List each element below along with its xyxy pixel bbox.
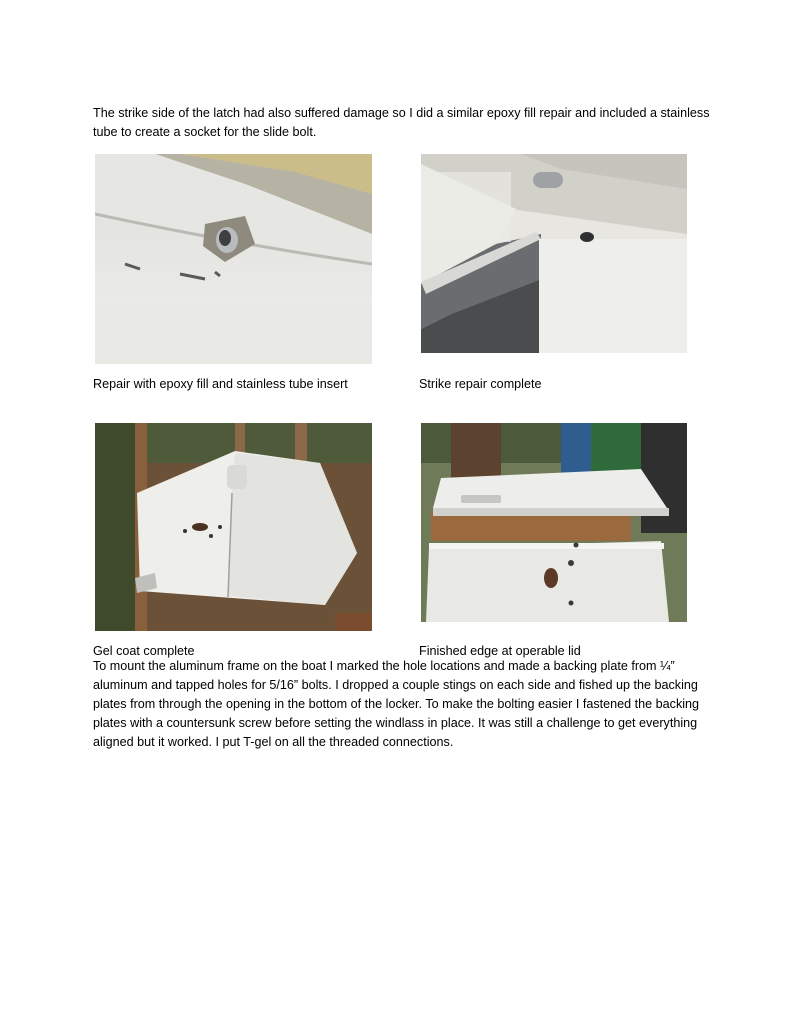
caption-photo-1: Repair with epoxy fill and stainless tube insert [93, 377, 348, 391]
caption-photo-4: Finished edge at operable lid [419, 644, 581, 658]
closing-paragraph: To mount the aluminum frame on the boat I marked the hole locations and made a backing plate from ¼” aluminum and tapped holes for 5/16” bolts. I dropped a couple stings on each side and fished up the backing plates from through the opening in the bottom of the locker. To make the bolting easier I fastened the backing plates with a countersunk screw before setting the windlass in place. It was still a challenge to get everything aligned but it worked. I put T-gel on all the threaded connections. [93, 659, 700, 749]
photo-gel-coat [95, 423, 372, 631]
caption-photo-2: Strike repair complete [419, 377, 542, 391]
photo-finished-edge [421, 423, 687, 622]
photo-epoxy-repair [95, 154, 372, 364]
photo-strike-complete [421, 154, 687, 353]
intro-paragraph: The strike side of the latch had also suffered damage so I did a similar epoxy fill repair and included a stainless tube to create a socket for the slide bolt. [93, 106, 710, 139]
caption-photo-3: Gel coat complete [93, 644, 195, 658]
